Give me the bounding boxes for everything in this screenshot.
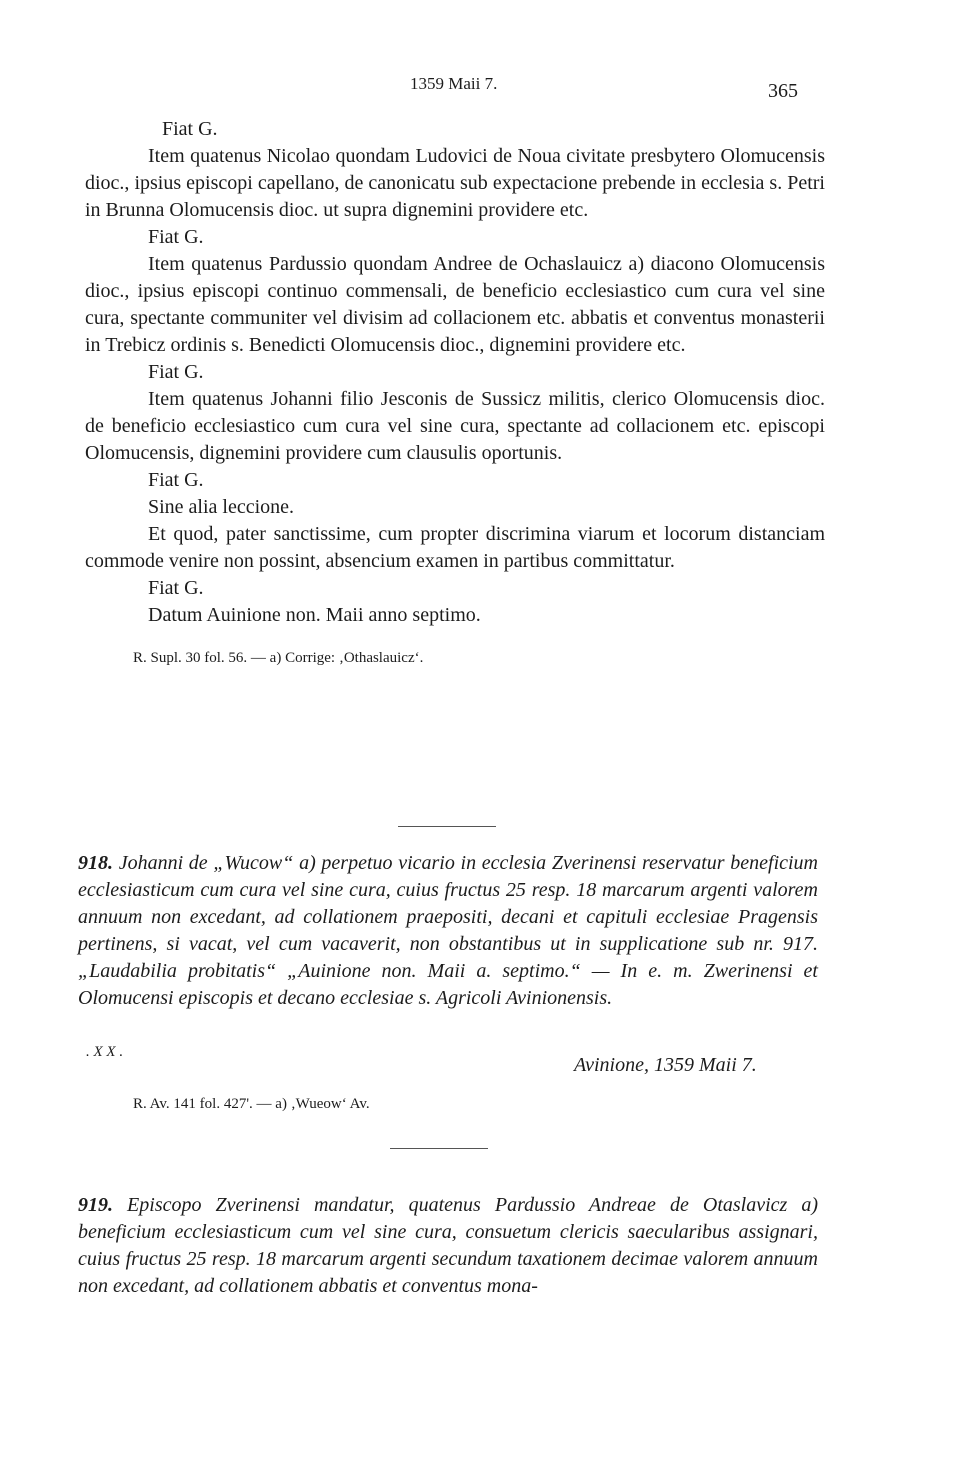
petition-paragraph: Item quatenus Johanni filio Jesconis de Sussicz militis, clerico Olomucensis dioc. de beneficio ecclesiastico cum cura vel sine cura, spectante ad collacionem etc. episcopi Olomucensis, dignemini providere cum clausulis oportunis.	[85, 388, 825, 464]
entry-918	[78, 850, 818, 1012]
entry-919-text	[78, 1192, 818, 1300]
entry-regest: Johanni de „Wucow“ a) perpetuo vicario in ecclesia Zverinensi reservatur beneficium ecclesiasticum cum cura vel sine cura, cuius fructus 25 resp. 18 marcarum argenti valorem annuum non excedant, ad collationem praepositi, decani et capituli ecclesiae Pragensis pertinens, si vacat, vel cum vacaverit, non obstantibus ut in supplicatione sub nr. 917. „Laudabilia probitatis“ „Auinione non. Maii a. septimo.“ — In e. m. Zwerinensi et Olomucensi episcopis et decano ecclesiae s. Agricoli Avinionensis.	[78, 852, 818, 1009]
date-line: Datum Auinione non. Maii anno septimo.	[148, 604, 481, 626]
petition-paragraph: Item quatenus Pardussio quondam Andree de Ochaslauicz a) diacono Olomucensis dioc., ipsius episcopi continuo commensali, de beneficio ecclesiastico cum cura vel sine cura, spectante communiter vel divisim ad collacionem etc. abbatis et conventus monasterii in Trebicz ordinis s. Benedicti Olomucensis dioc., dignemini providere etc.	[85, 253, 825, 356]
entry-number: 918.	[78, 852, 113, 874]
petition-paragraph: Item quatenus Nicolao quondam Ludovici de Noua civitate presbytero Olomucensis dioc., ipsius episcopi capellano, de canonicatu sub expectacione prebende in ecclesia s. Petri in Brunna Olomucensis dioc. ut supra dignemini providere etc.	[85, 145, 825, 221]
entry-date: Avinione, 1359 Maii 7.	[574, 1054, 757, 1076]
petition-text	[85, 116, 825, 669]
running-head	[0, 74, 960, 104]
source-footnote: R. Av. 141 fol. 427'. — a) ‚Wueow‘ Av.	[133, 1096, 370, 1112]
entry-regest: Episcopo Zverinensi mandatur, quatenus Pardussio Andreae de Otaslavicz a) beneficium ecclesiasticum cum vel sine cura, consuetum clericis saecularibus assignari, cuius fructus 25 resp. 18 marcarum argenti secundum taxationem decimae valorem annuum non excedant, ad collationem abbatis et conventus mona-	[78, 1194, 819, 1297]
entry-number: 919.	[78, 1194, 113, 1216]
fiat-line: Fiat G.	[148, 361, 204, 383]
chancery-mark: . X X .	[86, 1044, 124, 1060]
page-number: 365	[768, 80, 798, 102]
entry-919	[78, 1192, 818, 1300]
source-footnote: R. Supl. 30 fol. 56. — a) Corrige: ‚Othaslauicz‘.	[133, 650, 424, 666]
fiat-line: Fiat G.	[148, 469, 204, 491]
section-divider	[398, 826, 496, 827]
fiat-line: Fiat G.	[148, 226, 204, 248]
closing-line: Sine alia leccione.	[148, 496, 295, 518]
section-divider	[390, 1148, 488, 1149]
fiat-line: Fiat G.	[162, 118, 218, 140]
fiat-line: Fiat G.	[148, 577, 204, 599]
entry-918-text	[78, 850, 818, 1012]
petition-paragraph: Et quod, pater sanctissime, cum propter discrimina viarum et locorum distanciam commode venire non possint, absencium examen in partibus committatur.	[85, 523, 825, 572]
running-title: 1359 Maii 7.	[410, 74, 498, 93]
